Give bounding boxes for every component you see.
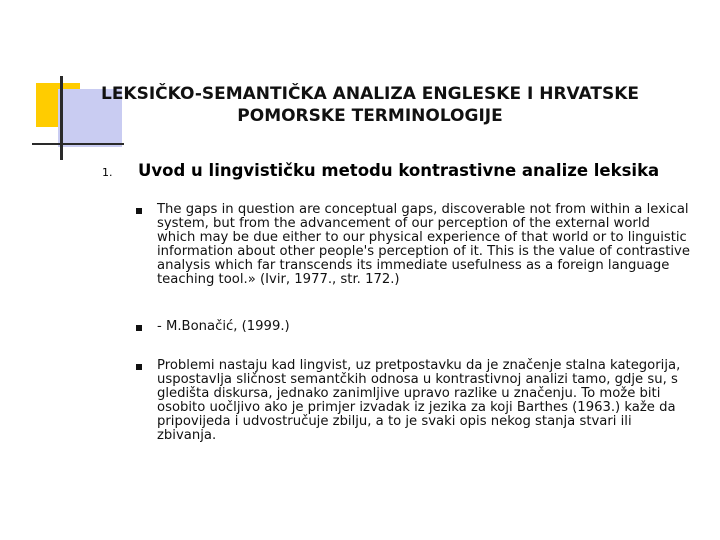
section-number: 1. bbox=[102, 166, 113, 179]
section-heading: Uvod u lingvističku metodu kontrastivne analize leksika bbox=[138, 161, 660, 180]
decor-vertical-line bbox=[60, 76, 63, 160]
slide-title-line-1: LEKSIČKO-SEMANTIČKA ANALIZA ENGLESKE I HRVATSKE bbox=[100, 84, 639, 104]
slide-title bbox=[92, 83, 648, 127]
slide-title-line-2: POMORSKE TERMINOLOGIJE bbox=[237, 106, 503, 126]
bullet-text: The gaps in question are conceptual gaps, discoverable not from within a lexical system, but from the advancement of our perception of the external world which may be due either to our physical experience of that world or to linguistic information about other people's perception of it. This is the value of contrastive analysis which far transcends its immediate usefulness as a foreign language teaching tool.» (Ivir, 1977., str. 172.) bbox=[157, 202, 690, 287]
bullet-square-icon bbox=[136, 325, 142, 331]
bullet-square-icon bbox=[136, 208, 142, 214]
decor-horizontal-line bbox=[32, 143, 124, 145]
bullet-square-icon bbox=[136, 364, 142, 370]
bullet-text: Problemi nastaju kad lingvist, uz pretpostavku da je značenje stalna kategorija, uspostavlja sličnost semantčkih odnosa u kontrastivnoj analizi tamo, gdje su, s gledišta diskursa, jednako zanimljive upravo razlike u značenju. To može biti osobito uočljivo ako je primjer izvadak iz jezika za koji Barthes (1963.) kaže da pripovijeda i udvostručuje zbilju, a to je svaki opis nekog stanja stvari ili zbivanja. bbox=[157, 358, 681, 443]
bullet-text: - M.Bonačić, (1999.) bbox=[157, 319, 290, 334]
